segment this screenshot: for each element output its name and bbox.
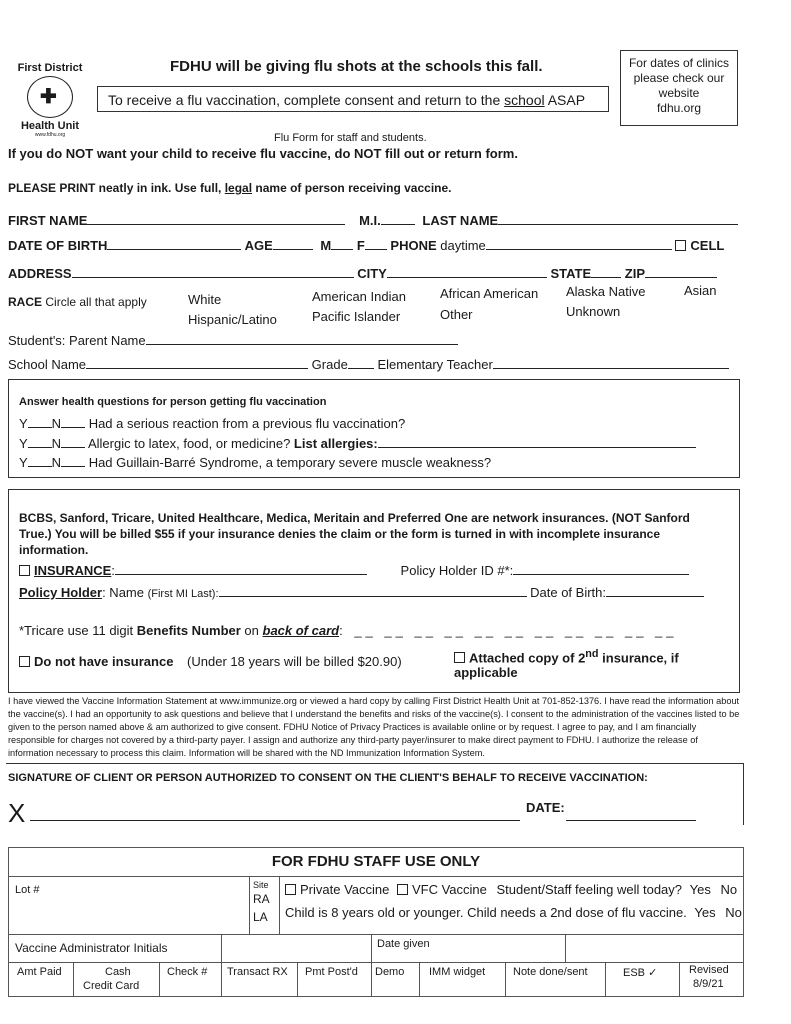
insurance-checkbox[interactable] [19, 565, 30, 576]
tricare-row: *Tricare use 11 digit Benefits Number on back of card: __ __ __ __ __ __ __ __ __ __ __ [19, 623, 678, 638]
credit-card-label: Credit Card [83, 980, 140, 992]
signature-x: X [8, 798, 26, 828]
vaccine-type-row: Private Vaccine VFC Vaccine Student/Staff feeling well today? Yes No [285, 882, 737, 897]
race-label: RACE Circle all that apply [8, 295, 147, 309]
second-dose-yes[interactable]: Yes [694, 905, 716, 920]
address-row: ADDRESS CITY STATE ZIP [8, 265, 768, 281]
policy-holder-dob-field[interactable] [606, 584, 704, 597]
race-option[interactable]: Hispanic/Latino [188, 312, 277, 327]
dob-row: DATE OF BIRTH AGE M F PHONE daytime CELL [8, 238, 725, 253]
race-option[interactable]: Other [440, 307, 473, 322]
note-done-label: Note done/sent [513, 966, 588, 978]
age-field[interactable] [273, 237, 313, 250]
q3-no[interactable] [61, 454, 85, 467]
date-given-label: Date given [377, 938, 430, 950]
logo-url: www.fdhu.org [34, 132, 66, 138]
male-field[interactable] [331, 237, 353, 250]
revised-label: Revised [689, 964, 729, 976]
dob-field[interactable] [107, 237, 241, 250]
staff-title: FOR FDHU STAFF USE ONLY [271, 853, 481, 870]
last-name-field[interactable] [498, 212, 738, 225]
race-option[interactable]: Unknown [566, 304, 621, 319]
parent-name-field[interactable] [146, 332, 458, 345]
address-field[interactable] [72, 265, 354, 278]
name-row: FIRST NAME M.I. LAST NAME [8, 212, 748, 228]
race-option[interactable]: White [188, 292, 222, 307]
feeling-no[interactable]: No [720, 882, 738, 897]
race-option[interactable]: Asian [684, 283, 717, 298]
admin-initials-label: Vaccine Administrator Initials [15, 941, 168, 955]
insurance-networks: BCBS, Sanford, Tricare, United Healthcare, Medica, Meritain and Preferred One are network insurances. (NOT Sanford True.) You will be billed $55 if your insurance denies the claim or the form is turned in with incomplete insurance information. [19, 511, 690, 557]
q3-yes[interactable] [28, 454, 52, 467]
city-field[interactable] [387, 265, 547, 278]
q1-yes[interactable] [28, 415, 52, 428]
check-label: Check # [167, 966, 208, 978]
race-option[interactable]: American Indian [312, 289, 406, 304]
health-q1: Y N Had a serious reaction from a previous flu vaccination? [19, 416, 406, 431]
policy-holder-row: Policy Holder: Name (First MI Last): Date of Birth: [19, 584, 731, 600]
instruction-banner: To receive a flu vaccination, complete consent and return to the school ASAP [97, 86, 609, 112]
mi-field[interactable] [381, 212, 415, 225]
site-ra[interactable]: RA [253, 892, 270, 906]
race-option[interactable]: Alaska Native [566, 284, 646, 299]
consent-paragraph: I have viewed the Vaccine Information Statement at www.immunize.org or viewed a hard copy by calling First District Health Unit at 701-852-1376. I have read the information about the vaccine(s). I had an opportunity to ask questions and believe that I understand the benefits and risks of the vaccine(s). I consent to the administration of the vaccines listed to be given to the person named above & am authorized to give consent. FDHU Notice of Privacy Practices is available online or by request. I agree to pay, and I am financially responsible for charges not covered by a third-party payer. I assign and authorize any third-party payer/insurer to make direct payment to FDHU. I authorize the release of information necessary to process this claim. Information will be shared with the ND Immunization Information System. [8, 696, 740, 758]
second-insurance-row: Attached copy of 2nd insurance, if applicable [454, 648, 679, 681]
policy-holder-field[interactable] [219, 584, 527, 597]
school-row: School Name Grade Elementary Teacher [8, 356, 748, 372]
zip-field[interactable] [645, 265, 717, 278]
pmt-posted-label: Pmt Post'd [305, 966, 358, 978]
state-field[interactable] [591, 265, 621, 278]
signature-section [6, 763, 744, 828]
first-name-field[interactable] [87, 212, 345, 225]
transact-rx-label: Transact RX [227, 966, 288, 978]
opt-out-note: If you do NOT want your child to receive flu vaccine, do NOT fill out or return form. [8, 146, 518, 161]
feeling-yes[interactable]: Yes [689, 882, 711, 897]
site-la[interactable]: LA [253, 910, 268, 924]
site-label: Site [253, 880, 269, 890]
fdhu-logo [10, 62, 90, 138]
insurance-name-field[interactable] [115, 562, 367, 575]
revised-date: 8/9/21 [693, 978, 724, 990]
q2-no[interactable] [61, 435, 85, 448]
health-heading: Answer health questions for person getting flu vaccination [19, 396, 327, 408]
imm-widget-label: IMM widget [429, 966, 486, 978]
grade-field[interactable] [348, 356, 374, 369]
signature-date-field[interactable] [566, 810, 696, 821]
insurance-row: INSURANCE: Policy Holder ID #*: [19, 562, 731, 578]
date-label: DATE: [526, 800, 565, 815]
amt-paid-label: Amt Paid [17, 966, 62, 978]
second-dose-row: Child is 8 years old or younger. Child needs a 2nd dose of flu vaccine. Yes No [285, 905, 742, 920]
insurance-box [8, 489, 740, 693]
race-option[interactable]: African American [440, 286, 539, 301]
no-insurance-checkbox[interactable] [19, 656, 30, 667]
lot-label: Lot # [15, 884, 40, 896]
signature-field[interactable] [30, 810, 520, 821]
no-insurance-row: Do not have insurance (Under 18 years will be billed $20.90) [19, 654, 731, 669]
banner-school: school [504, 92, 545, 108]
phone-field[interactable] [486, 237, 672, 250]
q2-yes[interactable] [28, 435, 52, 448]
health-q2: Y N Allergic to latex, food, or medicine? List allergies: [19, 435, 729, 451]
seal-icon: ✚ [27, 76, 73, 118]
policy-id-field[interactable] [513, 562, 689, 575]
race-option[interactable]: Pacific Islander [312, 309, 401, 324]
signature-label: SIGNATURE OF CLIENT OR PERSON AUTHORIZED TO CONSENT ON THE CLIENT'S BEHALF TO RECEIVE VACCINATION: [8, 772, 648, 784]
parent-row: Student's: Parent Name [8, 332, 468, 348]
tricare-number-field[interactable]: __ __ __ __ __ __ __ __ __ __ __ [354, 623, 678, 638]
health-questions-box [8, 379, 740, 478]
health-q3: Y N Had Guillain-Barré Syndrome, a temporary severe muscle weakness? [19, 455, 492, 470]
clinic-info-box: For dates of clinics please check our website fdhu.org [620, 50, 738, 126]
teacher-field[interactable] [493, 356, 729, 369]
cell-checkbox[interactable] [675, 240, 686, 251]
logo-org-line2: Health Unit [20, 120, 80, 132]
staff-footer-row [9, 962, 743, 996]
allergies-field[interactable] [378, 435, 696, 448]
print-instructions: PLEASE PRINT neatly in ink. Use full, legal name of person receiving vaccine. [8, 181, 452, 195]
form-subtitle: Flu Form for staff and students. [274, 132, 427, 144]
cash-label: Cash [105, 966, 131, 978]
private-vaccine-checkbox[interactable] [285, 884, 296, 895]
page-title: FDHU will be giving flu shots at the schools this fall. [170, 58, 543, 75]
esb-label: ESB ✓ [623, 967, 658, 979]
staff-section [8, 847, 744, 997]
second-dose-no[interactable]: No [725, 905, 742, 920]
second-insurance-checkbox[interactable] [454, 652, 465, 663]
logo-org-line1: First District [17, 62, 83, 74]
school-name-field[interactable] [86, 356, 308, 369]
vfc-vaccine-checkbox[interactable] [397, 884, 408, 895]
female-field[interactable] [365, 237, 387, 250]
q1-no[interactable] [61, 415, 85, 428]
demo-label: Demo [375, 966, 405, 978]
